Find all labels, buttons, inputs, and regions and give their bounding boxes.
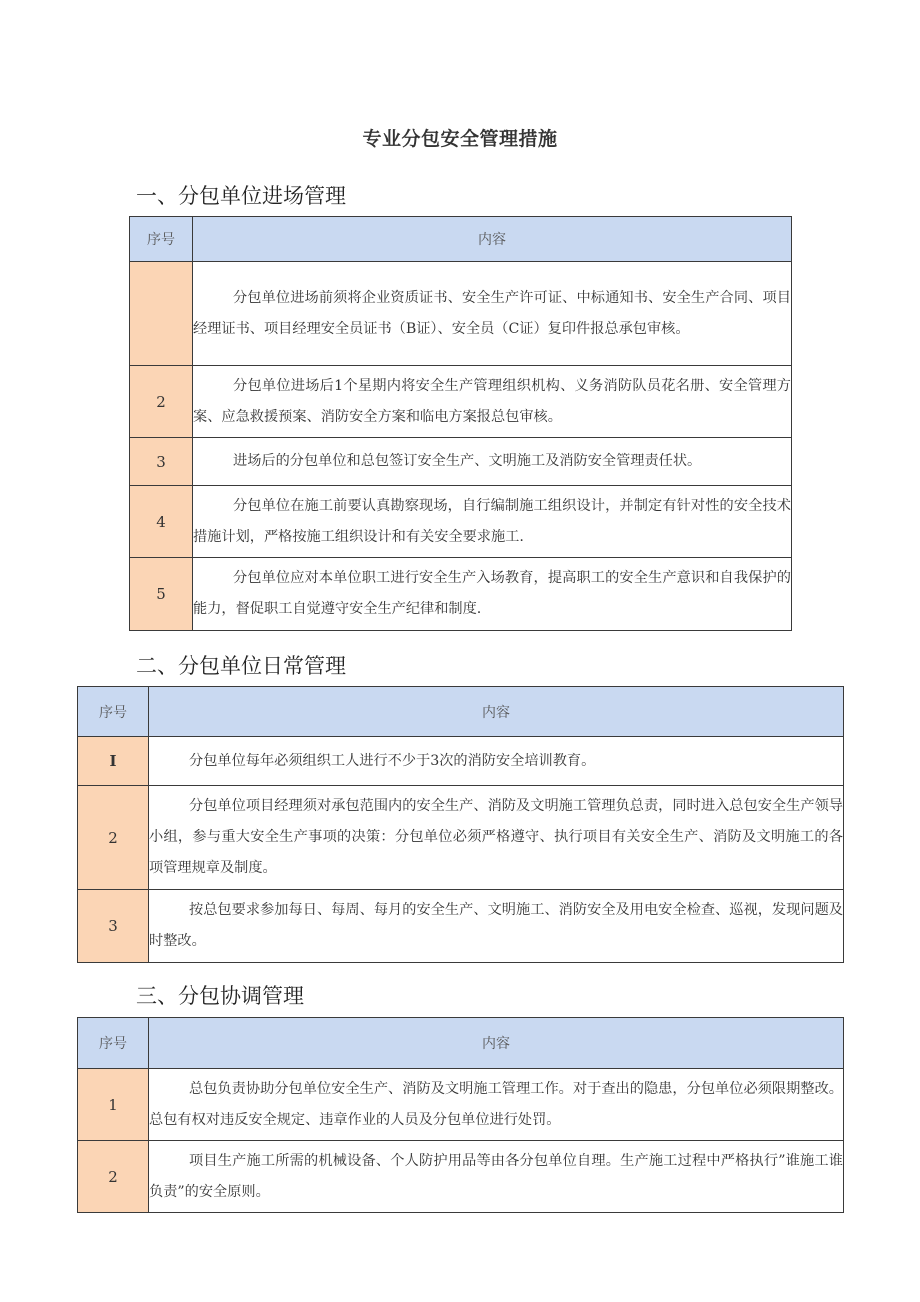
table-row <box>78 737 844 786</box>
table-row <box>78 1069 844 1141</box>
page-title: 专业分包安全管理措施 <box>362 128 558 150</box>
row-content: 分包单位在施工前要认真勘察现场，自行编制施工组织设计，并制定有针对性的安全技术措施计划，严格按施工组织设计和有关安全要求施工. <box>193 486 792 558</box>
column-header-number: 序号 <box>78 1018 149 1069</box>
row-content: 进场后的分包单位和总包签订安全生产、文明施工及消防安全管理责任状。 <box>193 438 792 486</box>
row-number: I <box>78 737 149 786</box>
table-row <box>130 366 792 438</box>
column-header-content: 内容 <box>149 687 844 737</box>
row-number: 5 <box>130 558 193 631</box>
row-number: 3 <box>130 438 193 486</box>
row-content: 分包单位项目经理须对承包范围内的安全生产、消防及文明施工管理负总责，同时进入总包安全生产领导小组，参与重大安全生产事项的决策：分包单位必须严格遵守、执行项目有关安全生产、消防及文明施工的各项管理规章及制度。 <box>149 786 844 890</box>
table-row <box>78 890 844 963</box>
table-row <box>130 558 792 631</box>
table-row <box>130 486 792 558</box>
column-header-number: 序号 <box>130 217 193 262</box>
row-content: 项目生产施工所需的机械设备、个人防护用品等由各分包单位自理。生产施工过程中严格执行”谁施工谁负责”的安全原则。 <box>149 1141 844 1213</box>
row-number: 3 <box>78 890 149 963</box>
section-heading-1: 一、分包单位进场管理 <box>136 184 346 208</box>
row-number: 2 <box>78 786 149 890</box>
row-content: 分包单位进场后1个星期内将安全生产管理组织机构、义务消防队员花名册、安全管理方案、应急救援预案、消防安全方案和临电方案报总包审核。 <box>193 366 792 438</box>
table-entry-management <box>129 216 792 631</box>
row-number: 2 <box>78 1141 149 1213</box>
row-content: 分包单位每年必须组织工人进行不少于3次的消防安全培训教育。 <box>149 737 844 786</box>
row-content: 分包单位应对本单位职工进行安全生产入场教育，提高职工的安全生产意识和自我保护的能力，督促职工自觉遵守安全生产纪律和制度. <box>193 558 792 631</box>
row-number: 1 <box>78 1069 149 1141</box>
table-row <box>130 438 792 486</box>
column-header-content: 内容 <box>193 217 792 262</box>
table-row <box>78 1141 844 1213</box>
table-daily-management <box>77 686 844 963</box>
table-header-row <box>130 217 792 262</box>
row-number: 2 <box>130 366 193 438</box>
table-header-row <box>78 1018 844 1069</box>
table-coordination-management <box>77 1017 844 1213</box>
table-header-row <box>78 687 844 737</box>
section-heading-2: 二、分包单位日常管理 <box>136 654 346 678</box>
section-heading-3: 三、分包协调管理 <box>136 984 304 1008</box>
row-content: 总包负责协助分包单位安全生产、消防及文明施工管理工作。对于查出的隐患，分包单位必须限期整改。总包有权对违反安全规定、违章作业的人员及分包单位进行处罚。 <box>149 1069 844 1141</box>
table-row <box>130 262 792 366</box>
row-number: 4 <box>130 486 193 558</box>
row-content: 分包单位进场前须将企业资质证书、安全生产许可证、中标通知书、安全生产合同、项目经理证书、项目经理安全员证书（B证）、安全员（C证）复印件报总承包审核。 <box>193 262 792 366</box>
row-content: 按总包要求参加每日、每周、每月的安全生产、文明施工、消防安全及用电安全检查、巡视，发现问题及时整改。 <box>149 890 844 963</box>
table-row <box>78 786 844 890</box>
column-header-number: 序号 <box>78 687 149 737</box>
row-number <box>130 262 193 366</box>
column-header-content: 内容 <box>149 1018 844 1069</box>
